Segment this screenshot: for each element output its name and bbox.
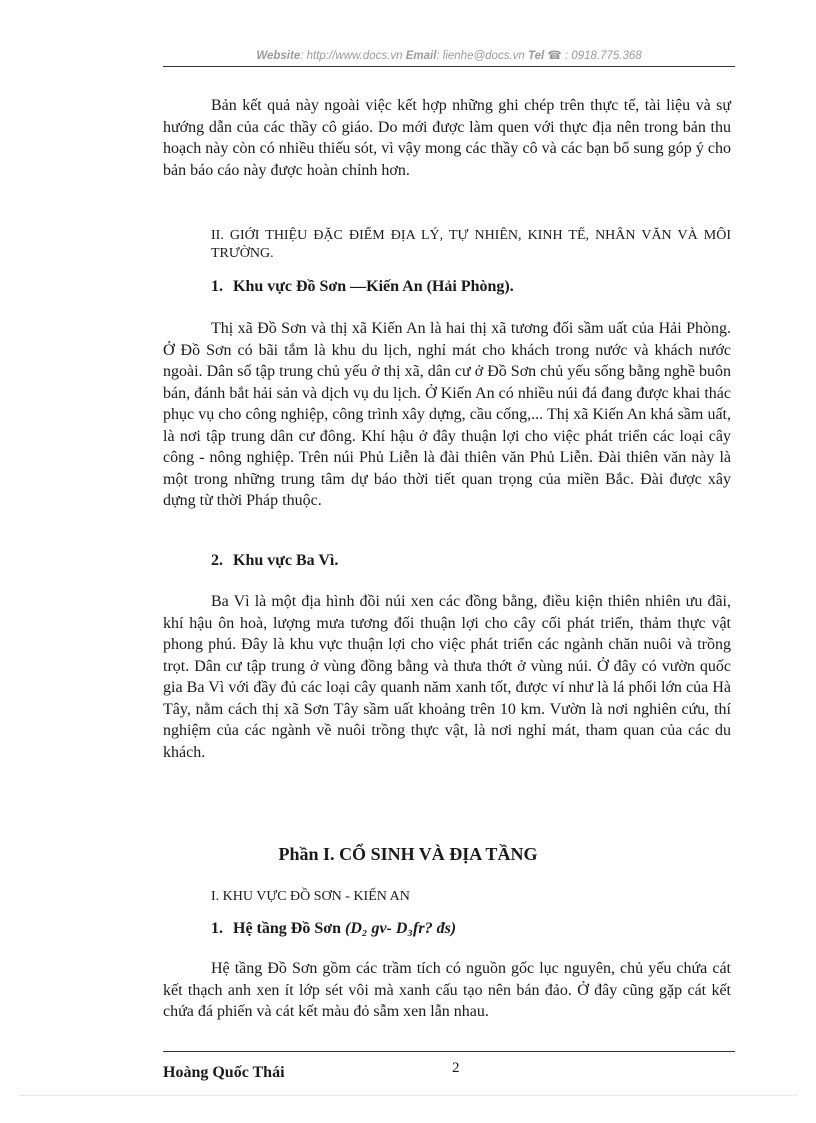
section-i-heading: I. KHU VỰC ĐỒ SƠN - KIẾN AN — [211, 889, 410, 904]
heading-section-ii: II. GIỚI THIỆU ĐẶC ĐIỂM ĐỊA LÝ, TỰ NHIÊN, KINH TẾ, NHÂN VĂN VÀ MÔI TRƯỜNG. — [211, 228, 731, 261]
email-label: Email — [405, 50, 437, 62]
page-header — [163, 48, 735, 62]
subheading-bavi — [211, 552, 731, 570]
website-label: Website — [256, 50, 301, 62]
subheading-text: Khu vực Ba Vì. — [233, 552, 339, 569]
subheading-text: Hệ tầng Đồ Sơn — [233, 920, 341, 937]
subheading-doson-kienan — [211, 278, 731, 296]
hetang-paragraph: Hệ tầng Đồ Sơn gồm các trầm tích có nguồn gốc lục nguyên, chủ yếu chứa cát kết thạch anh xen ít lớp sét vôi mà xanh cấu tạo nên bán đảo. Ở đây cũng gặp cát kết chứa đá phiến và cát kết màu đỏ sẫm xen lẫn nhau. — [163, 960, 731, 1020]
part-title — [0, 844, 816, 865]
intro-paragraph: Bản kết quả này ngoài việc kết hợp những ghi chép trên thực tế, tài liệu và sự hướng dẫn của các thầy cô giáo. Do mới được làm quen với thực địa nên trong bản thu hoạch này còn có nhiều thiếu sót, vì vậy mong các thầy cô và các bạn bổ sung góp ý cho bản báo cáo này được hoàn chỉnh hơn. — [163, 97, 731, 179]
subheading-number: 2. — [211, 552, 223, 569]
doson-paragraph: Thị xã Đồ Sơn và thị xã Kiến An là hai thị xã tương đối sầm uất của Hải Phòng. Ở Đồ Sơn có bãi tắm là khu du lịch, nghỉ mát cho khách trong nước và khách nước ngoài. Dân số tập trung chủ yếu ở thị xã, dân cư ở Đồ Sơn chủ yếu sống bằng nghề buôn bán, đánh bắt hải sản và dịch vụ du lịch. Ở Kiến An có nhiều núi đá đang được khai thác phục vụ cho công nghiệp, công trình xây dựng, cầu cống,... Thị xã Kiến An khá sầm uất, là nơi tập trung dân cư đông. Khí hậu ở đây thuận lợi cho việc phát triển các loại cây công - nông nghiệp. Trên núi Phủ Liễn là đài thiên văn Phủ Liễn. Đài thiên văn này là một trong những trung tâm dự báo thời tiết quan trọng của miền Bắc. Đài được xây dựng từ thời Pháp thuộc. — [163, 320, 731, 509]
website-value[interactable]: : http://www.docs.vn — [300, 50, 403, 62]
page-number: 2 — [452, 1060, 460, 1076]
page-edge — [20, 1095, 796, 1096]
tel-label: Tel — [527, 50, 545, 62]
subheading-number: 1. — [211, 278, 223, 295]
subheading-text: Khu vực Đồ Sơn —Kiến An (Hải Phòng). — [233, 278, 514, 295]
header-divider — [163, 66, 735, 67]
subheading-number: 1. — [211, 920, 223, 937]
footer-author: Hoàng Quốc Thái — [163, 1064, 285, 1081]
email-value[interactable]: : lienhe@docs.vn — [436, 50, 525, 62]
stratigraphic-formula: (D₂ gv- D₃fr? đs) — [344, 920, 457, 937]
bavi-paragraph: Ba Vì là một địa hình đồi núi xen các đồng bằng, điều kiện thiên nhiên ưu đãi, khí hậu ôn hoà, lượng mưa tương đối thuận lợi cho cây cối phát triển, thảm thực vật phong phú. Đây là khu vực thuận lợi cho việc phát triển các ngành chăn nuôi và trồng trọt. Dân cư tập trung ở vùng đồng bằng và thưa thớt ở vùng núi. Ở đây có vườn quốc gia Ba Vì với đầy đủ các loại cây quanh năm xanh tốt, được ví như là lá phổi lớn của Hà Tây, nằm cách thị xã Sơn Tây sầm uất khoảng trên 10 km. Vườn là nơi nghiên cứu, thí nghiệm của các ngành về nuôi trồng thực vật, là nơi nghỉ mát, tham quan của các du khách. — [163, 593, 731, 761]
subheading-hetang-doson — [211, 920, 731, 938]
part-heading: CỔ SINH VÀ ĐỊA TẦNG — [339, 844, 538, 864]
part-label: Phần I. — [278, 844, 335, 864]
tel-value: ☎ : 0918.775.368 — [547, 50, 642, 62]
footer-divider — [163, 1051, 735, 1052]
